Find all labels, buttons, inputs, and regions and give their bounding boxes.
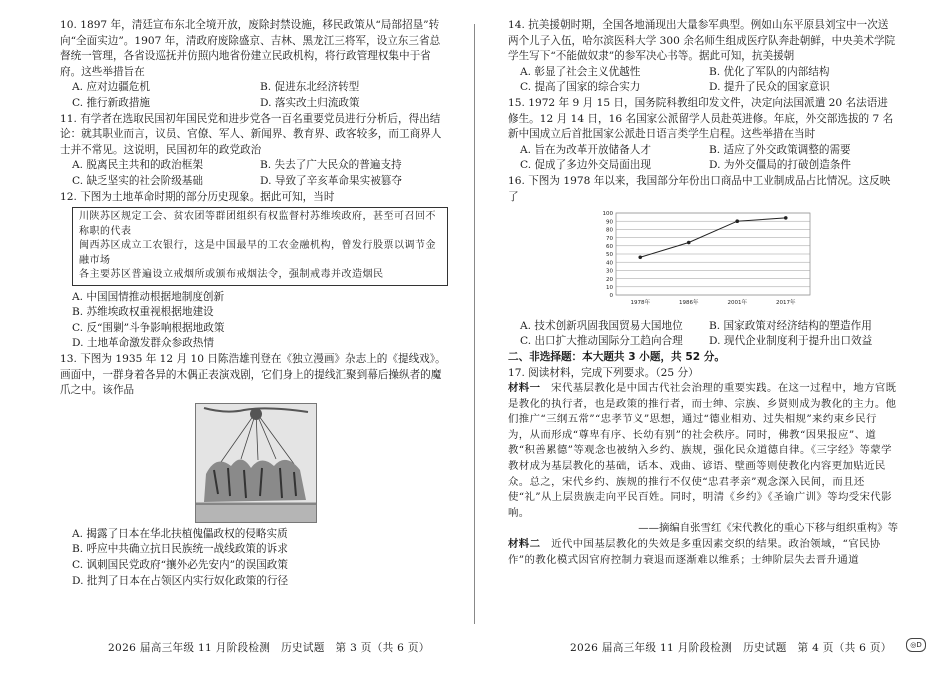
y-tick-label: 10 bbox=[606, 285, 613, 292]
q11-stem: 11. 有学者在选取民国初年国民党和进步党各一百名重要党员进行分析后，得出结论：就其职业而言，议员、官僚、军人、新闻界、教育界、政客较多，而工商界人士并不常见。这说明，民国初年的政党政治 bbox=[60, 112, 442, 156]
q10-stem: 10. 1897 年，清廷宣布东北全境开放，废除封禁设施，移民政策从“局部招垦”转向“全面实边”。1907 年，清政府废除盛京、吉林、黑龙江三将军，设立东三省总督统一管理，各省设巡抚并仿照内地省份建立民政机构，将行政管理权集中于省府。这些举措旨在 bbox=[60, 19, 441, 78]
q11-option-d: D. 导致了辛亥革命果实被篡夺 bbox=[260, 174, 402, 187]
data-point bbox=[735, 220, 739, 224]
q12-box-line: 闽西苏区成立工农银行，这是中国最早的工农金融机构，曾发行股票以调节金融市场 bbox=[79, 240, 436, 266]
q16-option-b: B. 国家政策对经济结构的塑造作用 bbox=[709, 319, 872, 332]
data-point bbox=[638, 256, 642, 260]
q14-option-a: A. 彰显了社会主义优越性 bbox=[520, 65, 641, 78]
q10-option-b: B. 促进东北经济转型 bbox=[260, 81, 360, 94]
q15-stem: 15. 1972 年 9 月 15 日，国务院科教组印发文件，决定向法国派遣 20 名法语进修生。12 月 14 日，16 名国家公派留学人员赴英进修。年底，外交部选拔的 7 名新中国成立后首批国家公派赴日语言类学生启程。这些举措在当时 bbox=[508, 96, 894, 141]
export-share-chart bbox=[588, 207, 898, 317]
data-point bbox=[687, 241, 691, 245]
q13-option-a: A. 揭露了日本在华北扶植傀儡政权的侵略实质 bbox=[72, 527, 288, 540]
right-page-footer: 2026 届高三年级 11 月阶段检测 历史试题 第 4 页（共 6 页） bbox=[570, 642, 892, 654]
q16-stem: 16. 下图为 1978 年以来，我国部分年份出口商品中工业制成品占比情况。这反映了 bbox=[508, 174, 891, 203]
material-one-label: 材料一 bbox=[508, 382, 541, 395]
q14-option-b: B. 优化了军队的内部结构 bbox=[709, 65, 830, 78]
q14-option-d: D. 提升了民众的国家意识 bbox=[709, 81, 830, 94]
q11-option-a: A. 脱离民主共和的政治框架 bbox=[72, 159, 203, 172]
q10-option-c: C. 推行新政措施 bbox=[72, 96, 151, 109]
q11-option-b: B. 失去了广大民众的普遍支持 bbox=[260, 159, 402, 172]
q16-option-d: D. 现代企业制度利于提升出口效益 bbox=[709, 335, 873, 348]
q13-options bbox=[60, 527, 448, 589]
q15-option-d: D. 为外交僵局的打破创造条件 bbox=[709, 159, 851, 172]
q14-option-c: C. 提高了国家的综合实力 bbox=[520, 81, 641, 94]
y-tick-label: 60 bbox=[606, 244, 613, 251]
y-tick-label: 50 bbox=[606, 252, 613, 259]
q10-option-a: A. 应对边疆危机 bbox=[72, 81, 150, 94]
data-point bbox=[784, 216, 788, 220]
q15-option-c: C. 促成了多边外交局面出现 bbox=[520, 159, 651, 172]
left-page-footer: 2026 届高三年级 11 月阶段检测 历史试题 第 3 页（共 6 页） bbox=[108, 642, 430, 654]
q12-box-line: 各主要苏区普遍设立戒烟所或颁布戒烟法令，强制戒毒并改造烟民 bbox=[79, 269, 384, 281]
corner-mark-icon: ◎D bbox=[906, 638, 926, 652]
y-tick-label: 90 bbox=[606, 219, 613, 226]
q13-stem: 13. 下图为 1935 年 12 月 10 日陈浩雄刊登在《独立漫画》杂志上的《提线戏》。画面中，一群身着各异的木偶正表演戏剧，它们身上的提线汇聚到幕后操纵者的魔爪之中。该作品 bbox=[60, 353, 446, 397]
q12-option-a: A. 中国国情推动根据地制度创新 bbox=[72, 290, 225, 303]
section-two-title: 二、非选择题：本大题共 3 小题，共 52 分。 bbox=[508, 350, 725, 363]
right-column bbox=[508, 18, 898, 568]
x-tick-label: 1978年 bbox=[630, 300, 650, 307]
y-tick-label: 100 bbox=[602, 211, 613, 218]
line-chart-svg bbox=[588, 207, 818, 311]
q12-option-c: C. 反“围剿”斗争影响根据地政策 bbox=[72, 321, 225, 334]
q15-options bbox=[508, 143, 898, 174]
q12-option-b: B. 苏维埃政权重视根据地建设 bbox=[72, 306, 214, 319]
q15-option-a: A. 旨在为改革开放储备人才 bbox=[520, 143, 651, 156]
left-column bbox=[60, 18, 448, 589]
material-two-text: 近代中国基层教化的失效是多重因素交织的结果。政治领域，“官民协作”的教化模式因官府控制力衰退而逐渐难以维系；士绅阶层失去晋升通道 bbox=[508, 538, 881, 566]
material-two-label: 材料二 bbox=[508, 538, 541, 551]
q11-option-c: C. 缺乏坚实的社会阶级基础 bbox=[72, 174, 203, 187]
y-tick-label: 40 bbox=[606, 260, 613, 267]
puppet-show-cartoon-image bbox=[195, 403, 317, 523]
q12-options bbox=[60, 290, 448, 352]
q11-options bbox=[60, 158, 448, 189]
q12-option-d: D. 土地革命激发群众参政热情 bbox=[72, 337, 214, 350]
q10-options bbox=[60, 80, 448, 111]
cartoon-illustration bbox=[196, 404, 316, 522]
q16-option-c: C. 出口扩大推动国际分工趋向合理 bbox=[520, 335, 683, 348]
q12-box-line: 川陕苏区规定工会、贫农团等群团组织有权监督村苏维埃政府，甚至可召回不称职的代表 bbox=[79, 211, 436, 237]
q16-option-a: A. 技术创新巩固我国贸易大国地位 bbox=[520, 319, 683, 332]
q12-material-box bbox=[72, 207, 448, 286]
q13-option-d: D. 批判了日本在占领区内实行奴化政策的行径 bbox=[72, 574, 289, 587]
q17-stem: 17. 阅读材料，完成下列要求。（25 分） bbox=[508, 366, 699, 379]
q10-option-d: D. 落实改土归流政策 bbox=[260, 96, 360, 109]
y-tick-label: 0 bbox=[609, 293, 613, 300]
y-tick-label: 80 bbox=[606, 227, 613, 234]
q12-stem: 12. 下图为土地革命时期的部分历史现象。据此可知，当时 bbox=[60, 190, 335, 203]
y-tick-label: 70 bbox=[606, 235, 613, 242]
material-one-text: 宋代基层教化是中国古代社会治理的重要实践。在这一过程中，地方官既是教化的执行者，也是政策的推行者，而士绅、宗族、乡贤则成为教化的主力。他们推广“三纲五常”“忠孝节义”思想，通过“德业相劝、过失相规”来约束乡民行为，从而形成“尊卑有序、长幼有别”的社会秩序。同时，佛教“因果报应”、道教“积善累德”等观念也被纳入乡约、族规，强化民众道德自律。《三字经》等蒙学教材成为基层教化的基础，话本、戏曲、谚语、壁画等则使教化内容更加贴近民众。总之，宋代乡约、族规的推行不仅使“忠君孝亲”观念深入民间，而且还使“礼”从上层贵族走向平民百姓。同时，明清《乡约》《圣谕广训》等均受宋代影响。 bbox=[508, 382, 897, 519]
material-one-source: ——摘编自张雪红《宋代教化的重心下移与组织重构》等 bbox=[638, 522, 898, 535]
q13-option-b: B. 呼应中共确立抗日民族统一战线政策的诉求 bbox=[72, 543, 288, 556]
x-tick-label: 2017年 bbox=[776, 300, 796, 307]
q16-options bbox=[508, 319, 898, 350]
x-tick-label: 1986年 bbox=[679, 300, 699, 307]
q14-options bbox=[508, 65, 898, 96]
column-divider bbox=[474, 24, 475, 624]
q13-option-c: C. 讽刺国民党政府“攘外必先安内”的误国政策 bbox=[72, 558, 288, 571]
q14-stem: 14. 抗美援朝时期，全国各地涌现出大量参军典型。例如山东平原县刘宝中一次送两个儿子入伍，哈尔滨医科大学 300 余名师生组成医疗队奔赴朝鲜，中央美术学院学生写下“不能做奴隶”的参军决心书等。据此可知，抗美援朝 bbox=[508, 19, 896, 63]
y-tick-label: 30 bbox=[606, 268, 613, 275]
y-tick-label: 20 bbox=[606, 276, 613, 283]
x-tick-label: 2001年 bbox=[727, 300, 747, 307]
q17-material-two bbox=[508, 537, 898, 568]
q17-material-one bbox=[508, 381, 898, 521]
q15-option-b: B. 适应了外交政策调整的需要 bbox=[709, 143, 851, 156]
